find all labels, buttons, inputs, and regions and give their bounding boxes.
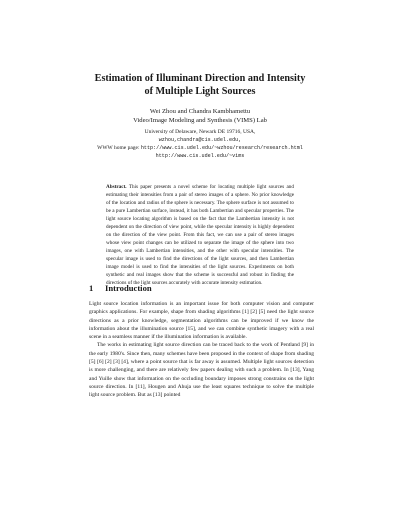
author-block <box>60 107 340 125</box>
homepage-label: WWW home page: <box>97 145 140 151</box>
section-body <box>89 300 314 400</box>
section-title: Introduction <box>105 283 152 293</box>
paper-title <box>60 72 340 98</box>
lab-url: http://www.cis.udel.edu/~vims <box>155 153 245 159</box>
abstract <box>106 183 294 287</box>
abstract-text: This paper presents a novel scheme for locating multiple light sources and estimating their intensities from a pair of stereo images of a sphere. No prior knowledge of the location and radius of the sphere is necessary. The sphere surface is not assumed to be a pure Lambertian surface, instead, it has both Lambertian and specular properties. The light source locating algorithm is based on the fact that the Lambertian intensity is not dependent on the direction of view point, while the specular intensity is highly dependent on the direction of the view point. From this fact, we can use a pair of stereo images whose view point changes can be utilized to separate the image of the sphere into two images, one with Lambertian intensities, and the other with specular intensities. The specular image is used to find the directions of the light sources, and then Lambertian image model is used to find the intensities of the light sources. Experiments on both synthetic and real images show that the scheme is successful and robust in finding the directions of the light sources accurately with accurate intensity estimation. <box>106 184 294 286</box>
title-line-1: Estimation of Illuminant Direction and Intensity <box>94 73 306 84</box>
lab-name: Video/Image Modeling and Synthesis (VIMS) Lab <box>133 117 267 124</box>
section-number: 1 <box>89 283 94 293</box>
affiliation-block <box>40 128 360 160</box>
homepage-url: http://www.cis.udel.edu/~wzhou/research/research.html <box>140 145 303 151</box>
affiliation: University of Delaware, Newark DE 19716, USA, <box>144 129 256 135</box>
paragraph-1: Light source location information is an important issue for both computer vision and computer graphics applications. For example, shape from shading algorithms [1] [2] [5] need the light source directions as a prior knowledge, segmentation algorithms can be improved if we know the information about the illumination source [15], and we can combine synthetic imagery with a real scene in a seamless manner if the illumination information is available. <box>89 301 314 341</box>
email: wzhou,chandra@cis.udel.edu, <box>158 137 242 143</box>
abstract-label: Abstract. <box>106 184 127 190</box>
title-line-2: of Multiple Light Sources <box>144 86 256 97</box>
author-names: Wei Zhou and Chandra Kambhamettu <box>149 108 251 115</box>
paragraph-2: The works in estimating light source direction can be traced back to the work of Pentland [9] in the early 1980's. Since then, many schemes have been proposed in the context of shape from shading [5] [6] [2] [3] [4], where a point source that is far away is assumed. Multiple light sources detection is more challenging, and there are relatively few papers dealing with such a problem. In [13], Yang and Yuille show that information on the occluding boundary imposes strong constrains on the light source direction. In [11], Hougen and Ahuja use the least squares technique to solve the multiple light source problem. But as [13] pointed <box>89 342 314 399</box>
section-heading <box>89 283 152 294</box>
homepage-line <box>40 144 360 152</box>
